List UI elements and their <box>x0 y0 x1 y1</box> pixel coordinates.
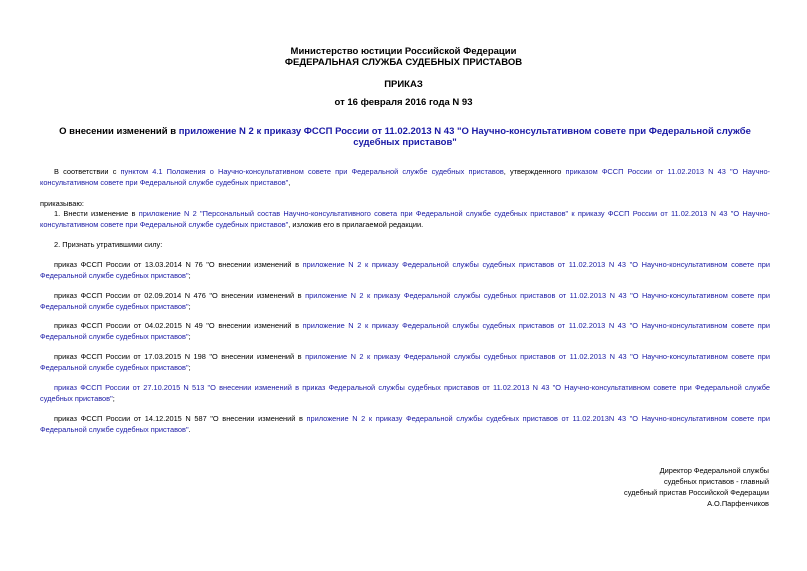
repealed-end: ; <box>188 271 191 280</box>
repealed-link[interactable]: приложение N 2 к приказу Федеральной службы судебных приставов от 11.02.2013 N 43 "О Научно-консультативном совете при Федеральной службе судебных приставов" <box>40 291 770 311</box>
signature-line-3: судебный пристав Российской Федерации <box>624 488 769 497</box>
ministry-name: Министерство юстиции Российской Федерации <box>290 46 517 57</box>
order-word: приказываю: <box>40 199 84 208</box>
document-type: ПРИКАЗ <box>384 79 423 90</box>
repealed-text: приказ ФССП России от 13.03.2014 N 76 "О внесении изменений в <box>54 260 303 269</box>
signature-line-1: Директор Федеральной службы <box>659 466 769 475</box>
item-2-paragraph: 2. Признать утратившими силу: <box>54 240 163 249</box>
date-number: от 16 февраля 2016 года N 93 <box>334 97 473 108</box>
item-1-link[interactable]: приложение N 2 "Персональный состав Научно-консультативного совета при Федеральной службе судебных приставов" к приказу ФССП России от 11.02.2013 N 43 "О Научно-консультативном совете при Федеральной службе судебных приставов" <box>40 209 770 229</box>
preamble-link-1[interactable]: пунктом 4.1 Положения о Научно-консультативном совете при Федеральной службе судебных приставов <box>120 167 504 176</box>
item-1-text-1: 1. Внести изменение в <box>54 209 139 218</box>
repealed-end: ; <box>188 363 191 372</box>
repealed-item <box>40 259 770 281</box>
repealed-link[interactable]: приложение N 2 к приказу Федеральной службы судебных приставов от 11.02.2013N 43 "О Научно-консультативном совете при Федеральной службе судебных приставов" <box>40 414 770 434</box>
repealed-text: приказ ФССП России от 17.03.2015 N 198 "О внесении изменений в <box>54 352 306 361</box>
title-prefix: О внесении изменений в <box>59 126 179 137</box>
repealed-link[interactable]: приложение N 2 к приказу Федеральной службы судебных приставов от 11.02.2013 N 43 "О Научно-консультативном совете при Федеральной службе судебных приставов" <box>40 352 770 372</box>
repealed-link[interactable]: приложение N 2 к приказу Федеральной службы судебных приставов от 11.02.2013 N 43 "О Научно-консультативном совете при Федеральной службе судебных приставов" <box>40 321 770 341</box>
item-1-text-2: , изложив его в прилагаемой редакции. <box>288 220 424 229</box>
repealed-end: . <box>188 425 191 434</box>
preamble-paragraph <box>40 166 770 188</box>
repealed-item <box>40 413 770 435</box>
preamble-text-1: В соответствии с <box>54 167 121 176</box>
repealed-text: приказ ФССП России от 02.09.2014 N 476 "О внесении изменений в <box>54 291 306 300</box>
title-link[interactable]: приложение N 2 к приказу ФССП России от 11.02.2013 N 43 "О Научно-консультативном совете при Федеральной службе судебных приставов" <box>178 126 751 148</box>
service-name: ФЕДЕРАЛЬНАЯ СЛУЖБА СУДЕБНЫХ ПРИСТАВОВ <box>284 57 523 68</box>
repealed-end: ; <box>188 332 191 341</box>
signature-block <box>569 465 769 509</box>
document-title <box>40 126 770 148</box>
preamble-text-2: , утвержденного <box>503 167 566 176</box>
repealed-end: ; <box>188 302 191 311</box>
repealed-link[interactable]: приложение N 2 к приказу Федеральной службы судебных приставов от 11.02.2013 N 43 "О Научно-консультативном совете при Федеральной службе судебных приставов" <box>40 260 770 280</box>
item-1-paragraph <box>40 208 770 230</box>
signature-name: А.О.Парфенчиков <box>707 499 769 508</box>
repealed-item <box>40 290 770 312</box>
repealed-link[interactable]: приказ ФССП России от 27.10.2015 N 513 "О внесении изменений в приказ Федеральной службы судебных приставов от 11.02.2013 N 43 "О Научно-консультативном совете при Федеральной службе судебных приставов" <box>40 383 770 403</box>
repealed-item <box>40 382 770 404</box>
repealed-item <box>40 351 770 373</box>
repealed-end: ; <box>112 394 115 403</box>
repealed-text: приказ ФССП России от 14.12.2015 N 587 "О внесении изменений в <box>54 414 307 423</box>
preamble-link-2[interactable]: приказом ФССП России от 11.02.2013 N 43 "О Научно-консультативном совете при Федеральной службе судебных приставов" <box>40 167 771 187</box>
repealed-item <box>40 320 770 342</box>
signature-line-2: судебных приставов - главный <box>663 477 769 486</box>
repealed-text: приказ ФССП России от 04.02.2015 N 49 "О внесении изменений в <box>54 321 303 330</box>
preamble-text-3: , <box>288 178 291 187</box>
